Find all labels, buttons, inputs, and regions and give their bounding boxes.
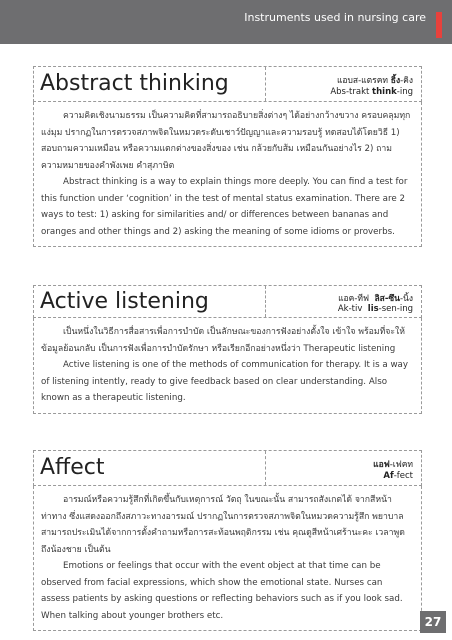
definition-block bbox=[33, 102, 422, 247]
term-box bbox=[33, 66, 422, 102]
definition-block bbox=[33, 486, 422, 631]
thai-definition: เป็นหนึ่งในวิธีการสื่อสารเพื่อการบำบัด เป็นลักษณะของการฟังอย่างตั้งใจ เข้าใจ พร้อมที่จะให้ข้อมูลย้อนกลับ เป็นการฟังเพื่อการบำบัดรักษา หรือเรียกอีกอย่างหนึ่งว่า Therapeutic listening bbox=[41, 327, 406, 354]
divider bbox=[265, 286, 266, 317]
definition-block bbox=[33, 318, 422, 414]
term-title: Abstract thinking bbox=[40, 71, 229, 96]
english-pronunciation: Ak-tiv lis-sen-ing bbox=[337, 304, 413, 314]
term-box bbox=[33, 450, 422, 486]
divider bbox=[265, 67, 266, 101]
glossary-entry-active-listening bbox=[33, 285, 422, 414]
page-header bbox=[0, 0, 452, 44]
term-title: Affect bbox=[40, 455, 105, 480]
divider bbox=[265, 451, 266, 485]
english-definition: Active listening is one of the methods of communication for therapy. It is a way of listening intently, ready to give feedback based on clear understanding. Also known as a therapeutic listening. bbox=[41, 360, 409, 403]
thai-definition: ความคิดเชิงนามธรรม เป็นความคิดที่สามารถอธิบายสิ่งต่างๆ ได้อย่างกว้างขวาง ครอบคลุมทุกแง่มุม ปรากฏในการตรวจสภาพจิตในหมวดระดับเชาว์ปัญญาและความรอบรู้ ทดสอบได้โดยวิธี 1) สอบถามความเหมือน หรือความแตกต่างของสิ่งของ เช่น กล้วยกับส้ม เหมือนกันอย่างไร 2) ถามความหมายของคำพังเพย คำสุภาษิต bbox=[41, 111, 411, 171]
english-pronunciation: Af-fect bbox=[383, 471, 413, 481]
term-title: Active listening bbox=[40, 289, 209, 314]
glossary-entry-abstract-thinking bbox=[33, 66, 422, 247]
header-accent-bar bbox=[436, 12, 442, 38]
thai-definition: อารมณ์หรือความรู้สึกที่เกิดขึ้นกับเหตุการณ์ วัตถุ ในขณะนั้น สามารถสังเกตได้ จากสีหน้าท่าทาง ซึ่งแสดงออกถึงสภาวะทางอารมณ์ ปรากฏในการตรวจสภาพจิตในหมวดความรู้สึก พยาบาลสามารถประเมินได้จากการตั้งคำถามหรือการสะท้อนพฤติกรรม เช่น คุณดูสีหน้าเศร้านะคะ เวลาพูดถึงน้องชาย เป็นต้น bbox=[41, 495, 405, 555]
term-box bbox=[33, 285, 422, 318]
thai-pronunciation: แอค-ทีฟ ลิส-ซึน-นิ้ง bbox=[338, 294, 413, 304]
english-pronunciation: Abs-trakt think-ing bbox=[330, 87, 413, 97]
glossary-entry-affect bbox=[33, 450, 422, 631]
book-section-title: Instruments used in nursing care bbox=[244, 11, 426, 24]
thai-pronunciation: แอบส-แตรคท ธิ้ง-คิง bbox=[336, 76, 413, 86]
thai-pronunciation: แอฟ-เฟคท bbox=[373, 460, 413, 470]
page-number: 27 bbox=[420, 611, 446, 633]
english-definition: Emotions or feelings that occur with the event object at that time can be observed from facial expressions, which show the emotional state. Nurses can assess patients by asking questions or reflecting behaviors such as if you look sad. When talking about younger brothers etc. bbox=[41, 561, 403, 621]
english-definition: Abstract thinking is a way to explain things more deeply. You can find a test for this function under ‘cognition’ in the test of mental status examination. There are 2 ways to test: 1) asking for similarities and/ or differences between bananas and oranges and other things and 2) asking the meaning of some idioms or proverbs. bbox=[41, 177, 408, 237]
